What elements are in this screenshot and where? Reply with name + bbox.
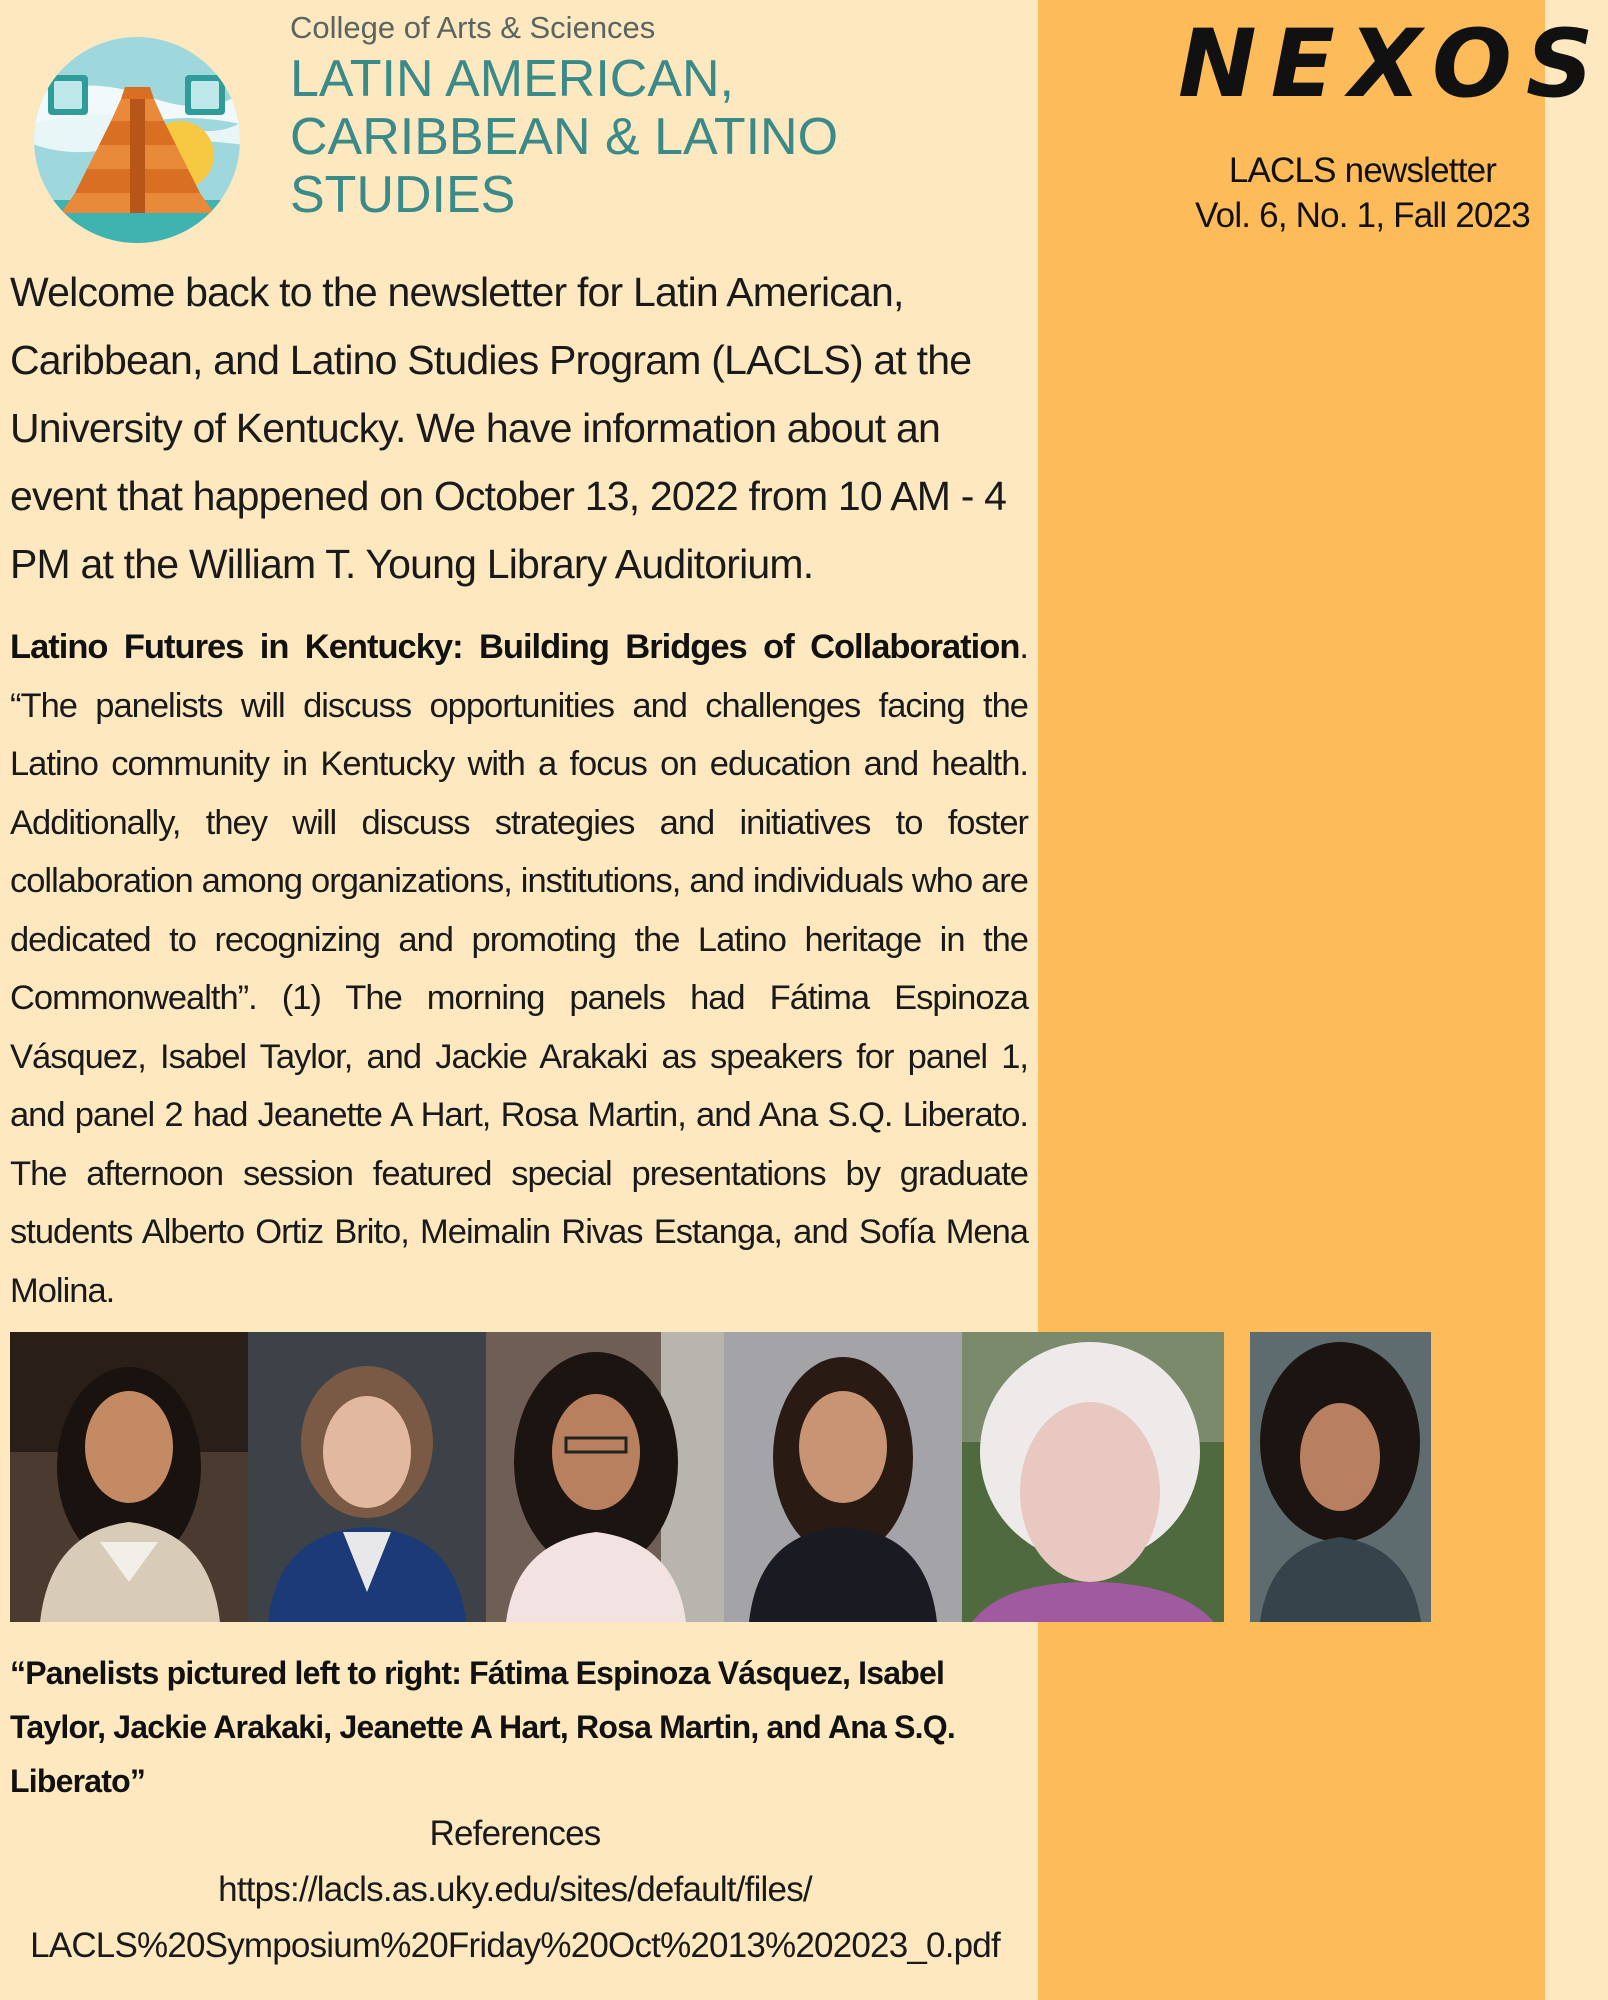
department-name	[290, 50, 1010, 224]
intro-line: Caribbean, and Latino Studies Program (LACLS) at the	[10, 337, 972, 383]
panelist-photo	[724, 1332, 962, 1622]
caption-line: “Panelists pictured left to right: Fátima Espinoza Vásquez, Isabel	[10, 1655, 945, 1691]
college-name: College of Arts & Sciences	[290, 10, 656, 45]
caption-line: Taylor, Jackie Arakaki, Jeanette A Hart, Rosa Martin, and Ana S.Q.	[10, 1709, 955, 1745]
panelist-photo	[486, 1332, 724, 1622]
masthead-title: NEXOS	[1178, 10, 1608, 119]
panelist-photo-strip	[10, 1332, 1431, 1622]
article-paragraph	[10, 618, 1028, 1320]
panelist-photo	[962, 1332, 1224, 1622]
intro-paragraph	[10, 258, 1025, 598]
issue-line-newsletter: LACLS newsletter	[1228, 151, 1497, 190]
intro-line: event that happened on October 13, 2022 from 10 AM - 4	[10, 473, 1007, 519]
article-title-suffix: .	[1019, 628, 1028, 666]
intro-line: Welcome back to the newsletter for Latin American,	[10, 269, 904, 315]
department-line: LATIN AMERICAN,	[290, 50, 735, 108]
department-line: STUDIES	[290, 166, 516, 224]
references-section	[10, 1806, 1020, 1974]
references-heading: References	[429, 1814, 601, 1853]
issue-line-volume: Vol. 6, No. 1, Fall 2023	[1195, 196, 1530, 235]
intro-line: University of Kentucky. We have information about an	[10, 405, 940, 451]
reference-link[interactable]: LACLS%20Symposium%20Friday%20Oct%2013%202023_0.pdf	[30, 1926, 1000, 1965]
caption-line: Liberato”	[10, 1763, 146, 1799]
issue-info	[1180, 148, 1545, 238]
department-line: CARIBBEAN & LATINO	[290, 108, 839, 166]
pyramid-logo	[30, 35, 245, 245]
intro-line: PM at the William T. Young Library Auditorium.	[10, 541, 814, 587]
photo-caption	[10, 1646, 1010, 1808]
article-body: “The panelists will discuss opportunities and challenges facing the Latino community in Kentucky with a focus on education and health. Additionally, they will discuss strategies and initiatives to foster collaboration among organizations, institutions, and individuals who are dedicated to recognizing and promoting the Latino heritage in the Commonwealth”. (1) The morning panels had Fátima Espinoza Vásquez, Isabel Taylor, and Jackie Arakaki as speakers for panel 1, and panel 2 had Jeanette A Hart, Rosa Martin, and Ana S.Q. Liberato. The afternoon session featured special presentations by graduate students Alberto Ortiz Brito, Meimalin Rivas Estanga, and Sofía Mena Molina.	[10, 686, 1028, 1310]
panelist-photo	[248, 1332, 486, 1622]
sidebar-panel	[1038, 0, 1608, 2000]
panelist-photo	[10, 1332, 248, 1622]
panelist-photo	[1250, 1332, 1431, 1622]
article-title: Latino Futures in Kentucky: Building Bridges of Collaboration	[10, 628, 1020, 666]
reference-link[interactable]: https://lacls.as.uky.edu/sites/default/files/	[218, 1870, 812, 1909]
